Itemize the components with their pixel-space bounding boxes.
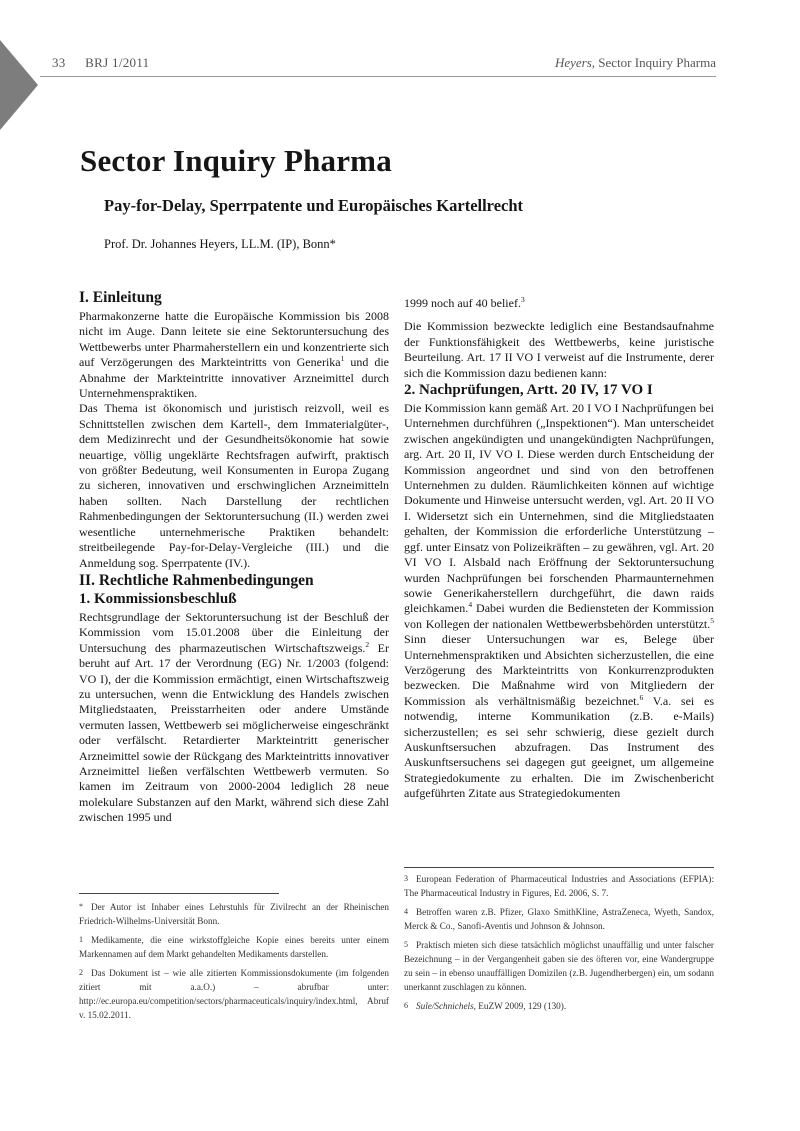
footnote-ref-3[interactable]: 3 xyxy=(520,295,525,304)
section-heading-einleitung: I. Einleitung xyxy=(79,289,162,306)
subsection-heading-nachpruefungen: 2. Nachprüfungen, Artt. 20 IV, 17 VO I xyxy=(404,382,653,399)
header-author: Heyers xyxy=(554,55,592,70)
corner-triangle-decoration xyxy=(0,40,38,130)
right-column xyxy=(404,296,714,802)
running-header-left xyxy=(52,55,149,71)
footnote-author: * Der Autor ist Inhaber eines Lehrstuhls für Zivilrecht an der Rheinischen Friedrich-Wilhelms-Universität Bonn. xyxy=(79,902,389,926)
footnote-ref-6[interactable]: 6 xyxy=(639,692,644,702)
footnote-4: 4 Betroffen waren z.B. Pfizer, Glaxo SmithKline, AstraZeneca, Wyeth, Sandox, Merck & Co., Sanofi-Aventis und Johnson & Johnson. xyxy=(404,907,714,931)
footnote-rule-left xyxy=(79,893,279,894)
article-author: Prof. Dr. Johannes Heyers, LL.M. (IP), Bonn* xyxy=(104,237,336,251)
footnote-6: 6 Sule/Schnichels, EuZW 2009, 129 (130). xyxy=(404,1001,567,1011)
footnote-3: 3 European Federation of Pharmaceutical Industries and Associations (EFPIA): The Pharmaceutical Industry in Figures, Ed. 2006, S. 7. xyxy=(404,874,714,898)
paragraph-continuation: 1999 noch auf 40 belief.$^3$ xyxy=(404,295,525,310)
footnote-ref-2[interactable]: 2 xyxy=(365,639,370,649)
paragraph-kommission-bestandsaufnahme: Die Kommission bezweckte lediglich eine Bestandsaufnahme der Funktionsfähigkeit des Wettbewerbs, keine juristische Beurteilung. Art. 17 II VO I verweist auf die Instrumente, derer sich die Kommission dazu bedienen kann: xyxy=(404,319,714,380)
journal-issue: BRJ 1/2011 xyxy=(85,55,150,70)
paragraph-kommissionsbeschluss: Rechtsgrundlage der Sektoruntersuchung ist der Beschluß der Kommission vom 15.01.2008 über die Einleitung der Untersuchung des pharmazeutischen Wirtschaftszweigs.$^2$ Er beruht auf Art. 17 der Verordnung (EG) Nr. 1/2003 (folgend: VO I), der die Kommission ermächtigt, einen Wirtschaftszweig zu untersuchen, wenn die Entwicklung des Handels zwischen Mitgliedstaaten, Preisstarrheiten oder andere Umstände vermuten lassen, Wettbewerb sei möglicherweise eingeschränkt oder verfälscht. Retardierter Markteintritt generischer Arzneimittel sowie der Rückgang des Markteintritts innovativer Arzneimittel ließen verfälschten Wettbewerb vermuten. So kamen im Zeitraum von 2000-2004 lediglich 28 neue molekulare Substanzen auf den Markt, während sich diese Zahl zwischen 1995 und xyxy=(79,609,389,825)
footnote-ref-5[interactable]: 5 xyxy=(710,615,714,625)
header-rule xyxy=(40,76,716,77)
footnote-2: 2 Das Dokument ist – wie alle zitierten Kommissionsdokumente (im folgenden zitiert mit a.a.O.) – abrufbar unter: http://ec.europa.eu/competition/sectors/pharmaceuticals/inquiry/index.html, Abruf v. 15.02.2011. xyxy=(79,968,389,1020)
paragraph-nachpruefungen: Die Kommission kann gemäß Art. 20 I VO I Nachprüfungen bei Unternehmen durchführen („Inspektionen“). Man unterscheidet zwischen angekündigten und unangekündigten Nachprüfungen, arg. Art. 20 II, IV VO I. Diese werden durch Entscheidung der Kommission angeordnet und sind von den betroffenen Unternehmen zu dulden. Räumlichkeiten können auf wichtige Dokumente und Hinweise untersucht werden, vgl. Art. 20 II VO I. Widersetzt sich ein Unternehmen, sind die Mitgliedstaaten gehalten, der Kommission die erforderliche Unterstützung – ggf. unter Einsatz von Polizeikräften – zu gewähren, vgl. Art. 20 VI VO I. Alsbald nach Eröffnung der Sektoruntersuchung wurden Nachprüfungen bei forschenden Pharmaunternehmen sowie Generikaherstellern durchgeführt, die dawn raids gleichkamen.$^4$ Dabei wurden die Bediensteten der Kommission von Kollegen der nationalen Wettbewerbsbehörden unterstützt.$^5$ Sinn dieser Untersuchungen war es, Belege über Unternehmenspraktiken und Absichten sicherzustellen, die eine Verzögerung des Markteintritts von Konkurrenzprodukten bezwecken. Die Maßnahme wird von Mitgliedern der Kommission als verhältnismäßig bezeichnet.$^6$ V.a. sei es notwendig, interne Kommunikation (z.B. e-Mails) sicherzustellen; es sei sehr schwierig, diese gezielt durch Auskunftsersuchen abzufragen. Das Instrument des Auskunftsersuchens sei dagegen gut geeignet, um allgemeine Strategiedokumente zu erhalten. Die im Zwischenbericht aufgeführten Zitate aus Strategiedokumenten xyxy=(404,401,714,801)
left-column xyxy=(79,288,389,826)
header-title: , Sector Inquiry Pharma xyxy=(591,55,716,70)
footnotes-right xyxy=(404,872,714,1018)
footnote-5: 5 Praktisch mieten sich diese tatsächlich möglichst unauffällig und unter falscher Bezeichnung – in der Vergangenheit gaben sie des öfteren vor, eine Wandergruppe zu sein – in ebenso unauffälligen Domizilen (z.B. Jugendherbergen) ein, um sodann unerkannt zuschlagen zu können. xyxy=(404,940,714,992)
footnotes-left xyxy=(79,900,389,1027)
section-heading-rahmenbedingungen: II. Rechtliche Rahmenbedingungen xyxy=(79,571,314,589)
footnote-1: 1 Medikamente, die eine wirkstoffgleiche Kopie eines bereits unter einem Markennamen auf dem Markt gehandelten Medikaments darstellen. xyxy=(79,935,389,959)
subsection-heading-kommissionsbeschluss: 1. Kommissionsbeschluß xyxy=(79,590,237,607)
running-header-right xyxy=(555,55,716,71)
footnote-rule-right xyxy=(404,867,714,868)
paragraph-einleitung-1: Pharmakonzerne hatte die Europäische Kommission bis 2008 nicht im Auge. Dann leitete sie eine Sektoruntersuchung des Wettbewerbs unter Pharmaherstellern ein und konzentrierte sich auf Verzögerungen des Markteintritts von Generika$^1$ und die Abnahme der Markteintritte innovativer Arzneimittel durch Unternehmenspraktiken. xyxy=(79,309,389,401)
article-title: Sector Inquiry Pharma xyxy=(80,143,392,178)
page-number: 33 xyxy=(52,55,66,70)
footnote-ref-1[interactable]: 1 xyxy=(340,354,345,364)
article-subtitle: Pay-for-Delay, Sperrpatente und Europäisches Kartellrecht xyxy=(104,196,524,215)
footnote-ref-4[interactable]: 4 xyxy=(468,600,473,610)
paragraph-einleitung-2: Das Thema ist ökonomisch und juristisch reizvoll, weil es Schnittstellen zwischen dem Kartell-, dem Immaterialgüter-, dem Medizinrecht und der Gesundheitsökonomie hat sowie neuartige, völlig ungeklärte Rechtsfragen aufwirft, praktisch von größter Bedeutung, weil Konsumenten in Europa Zugang zu sicheren, innovativen und erschwinglichen Arzneimitteln haben sollten. Nach Darstellung der rechtlichen Rahmenbedingungen der Sektoruntersuchung (II.) werden zwei wesentliche unternehmerische Praktiken behandelt: streitbeilegende Pay-for-Delay-Vergleiche (III.) und die Anmeldung sog. Sperrpatente (IV.). xyxy=(79,401,389,570)
